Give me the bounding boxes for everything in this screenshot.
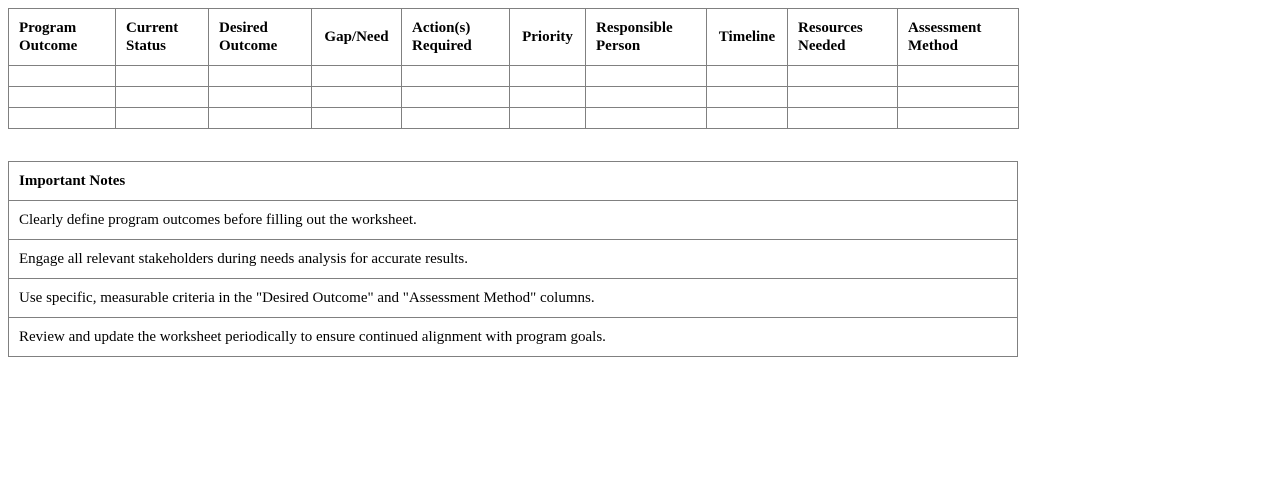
header-current-status: Current Status — [116, 9, 209, 66]
worksheet-body — [9, 66, 1019, 129]
table-cell[interactable] — [898, 66, 1019, 87]
table-cell[interactable] — [312, 87, 402, 108]
worksheet-table — [8, 8, 1019, 129]
table-cell[interactable] — [586, 108, 707, 129]
note-text: Clearly define program outcomes before filling out the worksheet. — [9, 201, 1018, 240]
document — [8, 8, 1018, 357]
header-resources-needed: Resources Needed — [788, 9, 898, 66]
table-cell[interactable] — [510, 66, 586, 87]
table-cell[interactable] — [510, 108, 586, 129]
table-cell[interactable] — [788, 66, 898, 87]
table-cell[interactable] — [707, 66, 788, 87]
table-row — [9, 108, 1019, 129]
header-program-outcome: Program Outcome — [9, 9, 116, 66]
table-cell[interactable] — [707, 87, 788, 108]
header-gap-need: Gap/Need — [312, 9, 402, 66]
header-priority: Priority — [510, 9, 586, 66]
table-cell[interactable] — [510, 87, 586, 108]
header-responsible-person: Responsible Person — [586, 9, 707, 66]
table-cell[interactable] — [116, 66, 209, 87]
note-item — [9, 318, 1018, 357]
table-cell[interactable] — [9, 66, 116, 87]
table-cell[interactable] — [402, 66, 510, 87]
notes-title: Important Notes — [9, 162, 1018, 201]
table-cell[interactable] — [209, 66, 312, 87]
table-cell[interactable] — [312, 66, 402, 87]
table-cell[interactable] — [402, 87, 510, 108]
table-cell[interactable] — [9, 87, 116, 108]
table-cell[interactable] — [209, 108, 312, 129]
header-desired-outcome: Desired Outcome — [209, 9, 312, 66]
table-cell[interactable] — [209, 87, 312, 108]
table-cell[interactable] — [788, 108, 898, 129]
important-notes-table — [8, 161, 1018, 357]
note-item — [9, 240, 1018, 279]
table-cell[interactable] — [116, 87, 209, 108]
note-text: Engage all relevant stakeholders during needs analysis for accurate results. — [9, 240, 1018, 279]
table-cell[interactable] — [9, 108, 116, 129]
notes-header-row — [9, 162, 1018, 201]
note-text: Use specific, measurable criteria in the "Desired Outcome" and "Assessment Method" columns. — [9, 279, 1018, 318]
table-cell[interactable] — [788, 87, 898, 108]
table-cell[interactable] — [116, 108, 209, 129]
header-actions-required: Action(s) Required — [402, 9, 510, 66]
header-assessment-method: Assessment Method — [898, 9, 1019, 66]
table-row — [9, 66, 1019, 87]
header-timeline: Timeline — [707, 9, 788, 66]
table-cell[interactable] — [312, 108, 402, 129]
table-cell[interactable] — [586, 66, 707, 87]
note-text: Review and update the worksheet periodically to ensure continued alignment with program goals. — [9, 318, 1018, 357]
table-cell[interactable] — [402, 108, 510, 129]
worksheet-header-row — [9, 9, 1019, 66]
table-cell[interactable] — [586, 87, 707, 108]
note-item — [9, 201, 1018, 240]
table-cell[interactable] — [707, 108, 788, 129]
note-item — [9, 279, 1018, 318]
table-cell[interactable] — [898, 108, 1019, 129]
table-row — [9, 87, 1019, 108]
table-cell[interactable] — [898, 87, 1019, 108]
